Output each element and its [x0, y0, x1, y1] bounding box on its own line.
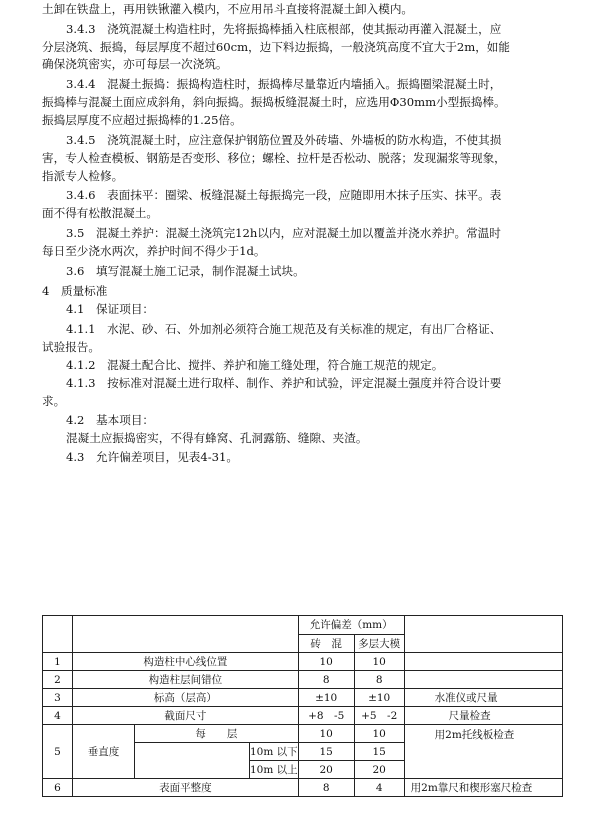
- paragraph-line: 4.1.1 水泥、砂、石、外加剂必须符合施工规范及有关标准的规定，有出厂合格证、: [66, 322, 502, 336]
- paragraph-line: 3.6 填写混凝土施工记录，制作混凝土试块。: [66, 264, 305, 278]
- row-item: 标高（层高）: [73, 689, 299, 707]
- row-item: 表面平整度: [73, 779, 299, 797]
- row-item: 构造柱层间错位: [73, 671, 299, 689]
- paragraph-line: 求。: [42, 394, 66, 408]
- paragraph-line: 3.4.4 混凝土振捣：振捣构造柱时，振捣棒尽量靠近内墙插入。振捣圈梁混凝土时，: [66, 77, 502, 91]
- section-heading: 4 质量标准: [42, 284, 108, 298]
- row-multi: 15: [354, 743, 404, 761]
- row-no: 6: [43, 779, 73, 797]
- paragraph-line: 3.4.5 浇筑混凝土时，应注意保护钢筋位置及外砖墙、外墙板的防水构造，不使其损: [66, 133, 502, 147]
- tolerance-table: [42, 615, 563, 797]
- header-item-cell: [73, 616, 299, 653]
- row-brick: 10: [298, 653, 354, 671]
- row-method: 尺量检查: [404, 707, 562, 725]
- paragraph-line: 3.4.3 浇筑混凝土构造柱时，先将振捣棒插入柱底根部，使其振动再灌入混凝土，应: [66, 22, 502, 36]
- row-method: [404, 653, 562, 671]
- row-brick: 10: [298, 725, 354, 743]
- paragraph-line: 4.1.3 按标准对混凝土进行取样、制作、养护和试验，评定混凝土强度并符合设计要: [66, 376, 502, 390]
- sub-item: 10m 以下: [250, 743, 299, 761]
- paragraph-line: 土卸在铁盘上，再用铁锹灌入模内，不应用吊斗直接将混凝土卸入模内。: [42, 2, 414, 16]
- row-multi: 10: [354, 653, 404, 671]
- paragraph-line: 混凝土应振捣密实，不得有蜂窝、孔洞露筋、缝隙、夹渣。: [66, 431, 368, 445]
- paragraph-line: 振捣层厚度不应超过振捣棒的1.25倍。: [42, 113, 242, 127]
- row-brick: 20: [298, 761, 354, 779]
- row-multi: +5 -2: [354, 707, 404, 725]
- row-item: 垂直度: [73, 725, 135, 779]
- row-multi: 4: [354, 779, 404, 797]
- paragraph-line: 4.3 允许偏差项目，见表4-31。: [66, 450, 239, 464]
- row-no: 1: [43, 653, 73, 671]
- paragraph-line: 分层浇筑、振捣，每层厚度不超过60cm，边下料边振捣，一般浇筑高度不宜大于2m，如能: [42, 40, 510, 54]
- row-method: 用2m托线板检查: [404, 725, 562, 779]
- paragraph-line: 3.4.6 表面抹平：圈梁、板缝混凝土每振捣完一段，应随即用木抹子压实、抹平。表: [66, 188, 502, 202]
- row-brick: 8: [298, 779, 354, 797]
- header-brick: 砖 混: [298, 634, 354, 653]
- paragraph-line: 振捣棒与混凝土面应成斜角，斜向振捣。振捣板缝混凝土时，应选用Φ30mm小型振捣棒。: [42, 95, 506, 109]
- row-brick: +8 -5: [298, 707, 354, 725]
- paragraph-line: 4.1.2 混凝土配合比、搅拌、养护和施工缝处理，符合施工规范的规定。: [66, 358, 444, 372]
- table-row: [43, 671, 563, 689]
- paragraph-line: 每日至少浇水两次，养护时间不得少于1d。: [42, 244, 266, 258]
- row-multi: 10: [354, 725, 404, 743]
- row-multi: ±10: [354, 689, 404, 707]
- paragraph-line: 指派专人检修。: [42, 169, 124, 183]
- row-item: 截面尺寸: [73, 707, 299, 725]
- header-no-cell: [43, 616, 73, 653]
- paragraph-line: 确保浇筑密实，亦可每层一次浇筑。: [42, 57, 228, 71]
- header-method-cell: [404, 616, 562, 653]
- table-row: [43, 779, 563, 797]
- paragraph-line: 4.2 基本项目：: [66, 413, 155, 427]
- row-method: 用2m靠尺和楔形塞尺检查: [404, 779, 562, 797]
- sub-item: 10m 以上: [250, 761, 299, 779]
- table-row: [43, 653, 563, 671]
- row-item: 构造柱中心线位置: [73, 653, 299, 671]
- row-no: 4: [43, 707, 73, 725]
- header-tolerance: 允许偏差（mm）: [298, 616, 404, 635]
- paragraph-line: 试验报告。: [42, 340, 100, 354]
- row-multi: 20: [354, 761, 404, 779]
- paragraph-line: 面不得有松散混凝土。: [42, 206, 158, 220]
- row-brick: 15: [298, 743, 354, 761]
- table-row: [43, 689, 563, 707]
- row-brick: ±10: [298, 689, 354, 707]
- row-method: 水准仪或尺量: [404, 689, 562, 707]
- paragraph-line: 害，专人检查模板、钢筋是否变形、移位；螺栓、拉杆是否松动、脱落；发现漏浆等现象，: [42, 151, 506, 165]
- row-no: 3: [43, 689, 73, 707]
- row-brick: 8: [298, 671, 354, 689]
- row-no: 5: [43, 725, 73, 779]
- row-multi: 8: [354, 671, 404, 689]
- paragraph-line: 3.5 混凝土养护：混凝土浇筑完12h以内，应对混凝土加以覆盖并浇水养护。常温时: [66, 226, 501, 240]
- table-row: [43, 725, 563, 743]
- sub-item: 每 层: [135, 725, 299, 743]
- sub-item-spacer: [135, 743, 250, 779]
- row-no: 2: [43, 671, 73, 689]
- paragraph-line: 4.1 保证项目：: [66, 302, 155, 316]
- header-multi: 多层大模: [354, 634, 404, 653]
- row-method: [404, 671, 562, 689]
- table-row: [43, 707, 563, 725]
